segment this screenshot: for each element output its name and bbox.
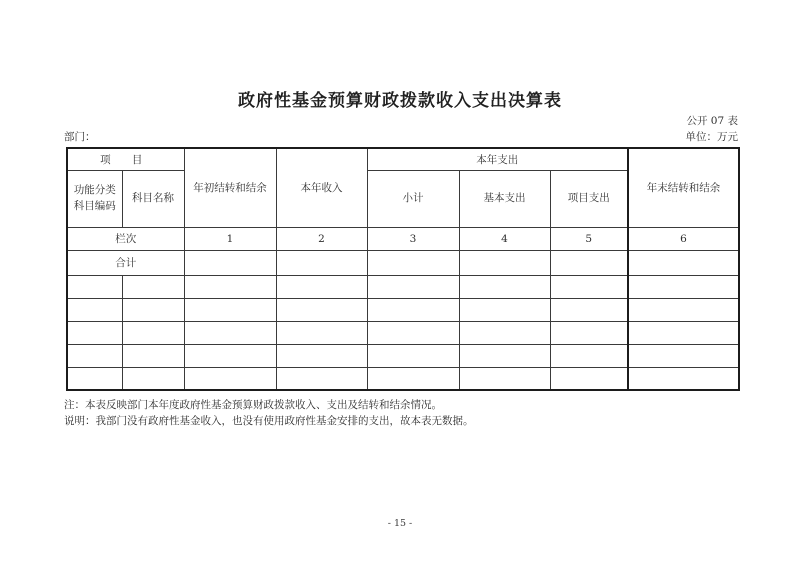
empty-cell [459, 275, 550, 298]
column-index-row [67, 227, 739, 250]
empty-cell [184, 298, 276, 321]
empty-cell [628, 344, 739, 367]
empty-cell [628, 367, 739, 390]
empty-data-row [67, 275, 739, 298]
empty-cell [550, 321, 628, 344]
empty-data-row [67, 321, 739, 344]
empty-cell [184, 367, 276, 390]
empty-cell [628, 275, 739, 298]
empty-cell [67, 298, 122, 321]
empty-cell [122, 367, 184, 390]
empty-cell [122, 344, 184, 367]
header-item-group: 项 目 [67, 148, 184, 170]
empty-cell [276, 367, 367, 390]
empty-cell [367, 298, 459, 321]
total-cell-end-balance [628, 250, 739, 275]
empty-cell [67, 321, 122, 344]
page-title: 政府性基金预算财政拨款收入支出决算表 [238, 91, 562, 111]
table-code: 公开 07 表 [686, 115, 738, 127]
empty-data-row [67, 344, 739, 367]
meta-row [64, 129, 738, 144]
empty-cell [122, 321, 184, 344]
empty-cell [276, 298, 367, 321]
empty-cell [459, 298, 550, 321]
empty-cell [67, 275, 122, 298]
index-col-2: 2 [276, 227, 367, 250]
empty-cell [184, 275, 276, 298]
total-label: 合计 [67, 250, 184, 275]
index-col-4: 4 [459, 227, 550, 250]
index-label: 栏次 [67, 227, 184, 250]
empty-cell [459, 321, 550, 344]
empty-cell [276, 321, 367, 344]
header-current-income: 本年收入 [276, 148, 367, 227]
total-cell-begin-balance [184, 250, 276, 275]
index-col-3: 3 [367, 227, 459, 250]
unit-label: 单位：万元 [685, 131, 738, 143]
header-project-expense: 项目支出 [550, 170, 628, 227]
empty-cell [184, 344, 276, 367]
page-number: - 15 - [387, 518, 413, 529]
empty-cell [276, 344, 367, 367]
empty-cell [550, 275, 628, 298]
header-basic-expense: 基本支出 [459, 170, 550, 227]
header-subject-name: 科目名称 [122, 170, 184, 227]
empty-data-row [67, 367, 739, 390]
empty-cell [122, 275, 184, 298]
total-cell-basic-expense [459, 250, 550, 275]
header-subtotal: 小计 [367, 170, 459, 227]
table-note: 注：本表反映部门本年度政府性基金预算财政拨款收入、支出及结转和结余情况。 [64, 399, 442, 411]
header-end-balance: 年末结转和结余 [628, 148, 739, 227]
empty-cell [184, 321, 276, 344]
header-func-code: 功能分类科目编码 [67, 170, 122, 227]
empty-cell [550, 344, 628, 367]
fund-budget-table [66, 147, 740, 391]
empty-cell [276, 275, 367, 298]
empty-cell [367, 367, 459, 390]
empty-data-row [67, 298, 739, 321]
empty-cell [67, 344, 122, 367]
empty-cell [122, 298, 184, 321]
empty-cell [628, 321, 739, 344]
index-col-5: 5 [550, 227, 628, 250]
total-cell-project-expense [550, 250, 628, 275]
empty-cell [459, 344, 550, 367]
empty-cell [67, 367, 122, 390]
empty-cell [459, 367, 550, 390]
total-cell-current-income [276, 250, 367, 275]
empty-cell [550, 367, 628, 390]
header-expense-group: 本年支出 [367, 148, 628, 170]
total-row [67, 250, 739, 275]
empty-cell [367, 321, 459, 344]
total-cell-subtotal [367, 250, 459, 275]
empty-cell [367, 275, 459, 298]
footnotes [64, 397, 738, 429]
department-label: 部门： [64, 131, 96, 143]
index-col-1: 1 [184, 227, 276, 250]
empty-cell [367, 344, 459, 367]
empty-cell [550, 298, 628, 321]
index-col-6: 6 [628, 227, 739, 250]
header-begin-balance: 年初结转和结余 [184, 148, 276, 227]
header-row-groups [67, 148, 739, 170]
table-explanation: 说明：我部门没有政府性基金收入，也没有使用政府性基金安排的支出，故本表无数据。 [64, 415, 474, 427]
empty-cell [628, 298, 739, 321]
